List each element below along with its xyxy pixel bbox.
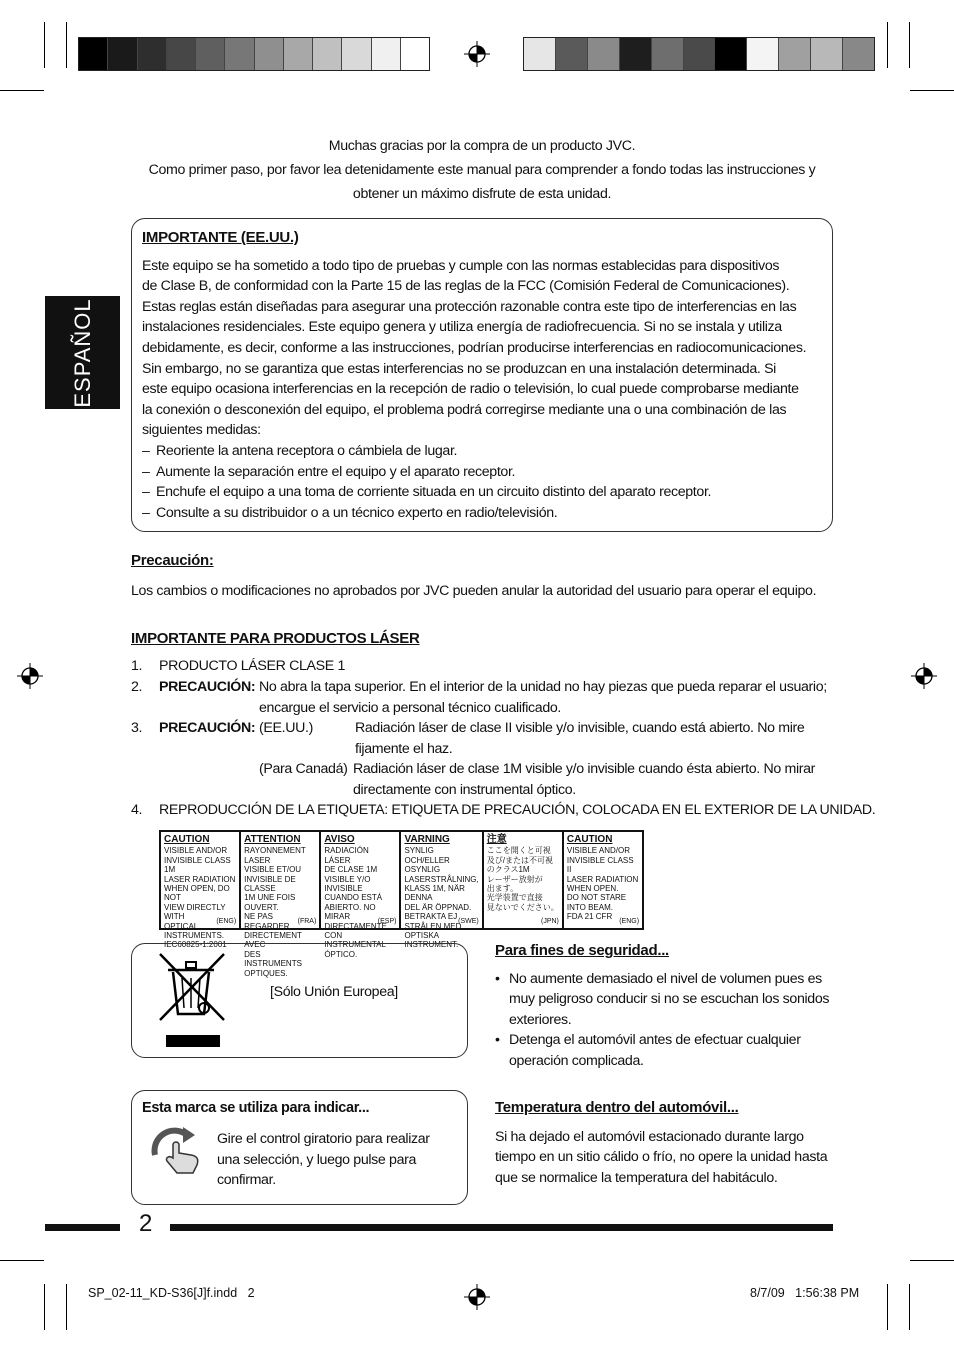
fcc-line: siguientes medidas: <box>142 422 261 439</box>
color-swatch <box>620 38 652 70</box>
color-calibration-bar-left <box>78 37 430 71</box>
laser-item-2-label: PRECAUCIÓN: <box>159 679 256 695</box>
caution-label <box>241 832 321 978</box>
label-body: VISIBLE AND/OR INVISIBLE CLASS 1M LASER RADIATION WHEN OPEN, DO NOT VIEW DIRECTLY WITH OPTICAL INSTRUMENTS. IEC60825-1:2001 <box>164 846 236 950</box>
laser-item-2-text <box>259 677 849 718</box>
color-swatch <box>843 38 874 70</box>
intro-line: Muchas gracias por la compra de un producto JVC. <box>328 138 636 154</box>
color-swatch <box>401 38 429 70</box>
crop-mark <box>66 22 67 68</box>
text-line: encargue el servicio a personal técnico cualificado. <box>259 699 561 716</box>
label-title: 注意 <box>486 834 507 845</box>
fcc-line: de Clase B, de conformidad con la Parte 15 de las reglas de la FCC (Comisión Federal de Comunicaciones). <box>142 278 790 295</box>
color-swatch <box>811 38 843 70</box>
fcc-line: este equipo ocasiona interferencias en la recepción de radio o televisión, lo cual puede comprobarse mediante <box>142 381 799 398</box>
fcc-heading: IMPORTANTE (EE.UU.) <box>142 229 299 246</box>
label-title: CAUTION <box>164 834 210 845</box>
fcc-measure: – Reoriente la antena receptora o cámbiela de lugar. <box>142 441 827 462</box>
item-number: 1. <box>131 658 143 674</box>
laser-item-1 <box>131 656 841 677</box>
footer-filename: SP_02-11_KD-S36[J]f.indd 2 <box>88 1286 255 1300</box>
color-swatch <box>684 38 716 70</box>
color-swatch <box>196 38 225 70</box>
marca-text <box>217 1129 457 1191</box>
text-line: exteriores. <box>509 1011 572 1028</box>
color-swatch <box>715 38 747 70</box>
color-swatch <box>138 38 167 70</box>
fcc-measure: – Enchufe el equipo a una toma de corriente situada en un circuito distinto del aparato receptor. <box>142 482 827 503</box>
label-body: ここを開くと可視 及び/または不可視 のクラス1M レーザー放射が 出ます。 光学装置で直接 見ないでください。 <box>486 846 559 912</box>
text-line: que se normalice la temperatura del habitáculo. <box>495 1169 778 1186</box>
seguridad-heading: Para fines de seguridad... <box>495 942 669 959</box>
text-line: confirmar. <box>217 1172 276 1189</box>
color-swatch <box>79 38 108 70</box>
registration-mark-icon <box>464 1284 490 1310</box>
fcc-measure: – Aumente la separación entre el equipo y el aparato receptor. <box>142 462 827 483</box>
color-swatch <box>284 38 313 70</box>
color-swatch <box>108 38 137 70</box>
temperatura-section <box>495 1098 845 1188</box>
crop-mark <box>910 90 954 91</box>
color-swatch <box>556 38 588 70</box>
label-title: AVISO <box>324 834 355 845</box>
color-swatch <box>524 38 556 70</box>
crop-mark <box>66 1284 67 1330</box>
color-swatch <box>255 38 284 70</box>
label-title: ATTENTION <box>244 834 301 845</box>
item-number: 3. <box>131 720 143 736</box>
label-code: (ENG) <box>619 917 640 925</box>
registration-mark-icon <box>911 663 937 689</box>
color-swatch <box>372 38 401 70</box>
label-title: CAUTION <box>566 834 613 845</box>
color-swatch <box>225 38 254 70</box>
crop-mark <box>909 1284 910 1330</box>
page-rule-right <box>170 1224 833 1231</box>
fcc-measure: – Consulte a su distribuidor o a un técnico experto en radio/televisión. <box>142 503 827 524</box>
crop-mark <box>0 90 44 91</box>
laser-item-3-us-text <box>355 718 835 759</box>
page-rule-left <box>45 1224 120 1231</box>
label-body: RAYONNEMENT LASER VISIBLE ET/OU INVISIBLE DE CLASSE 1M UNE FOIS OUVERT. NE PAS REGARDER DIRECTEMENT AVEC DES INSTRUMENTS OPTIQUES. <box>244 846 306 978</box>
crop-mark <box>44 22 45 68</box>
footer-date: 8/7/09 1:56:38 PM <box>750 1286 860 1300</box>
color-swatch <box>652 38 684 70</box>
laser-item-3-us-tag: (EE.UU.) <box>259 720 313 736</box>
label-title: VARNING <box>404 834 450 845</box>
label-body: SYNLIG OCH/ELLER OSYNLIG LASERSTRÅLNING, KLASS 1M, NÄR DENNA DEL ÄR ÖPPNAD. BETRAKTA EJ STRÅLEN MED OPTISKA INSTRUMENT. <box>404 846 479 950</box>
color-swatch <box>588 38 620 70</box>
text-line: muy peligroso conducir si no se escuchan los sonidos <box>509 991 830 1008</box>
text-line: operación complicada. <box>509 1052 644 1069</box>
label-code: (FRA) <box>297 917 317 925</box>
laser-item-4-text: REPRODUCCIÓN DE LA ETIQUETA: ETIQUETA DE PRECAUCIÓN, COLOCADA EN EL EXTERIOR DE LA UNIDAD. <box>159 802 876 818</box>
item-number: 4. <box>131 802 143 818</box>
color-swatch <box>313 38 342 70</box>
precaucion-heading: Precaución: <box>131 552 214 569</box>
color-swatch <box>779 38 811 70</box>
crop-mark <box>44 1284 45 1330</box>
label-code: (ENG) <box>216 917 237 925</box>
caution-label <box>484 832 564 928</box>
marca-heading: Esta marca se utiliza para indicar... <box>142 1100 370 1116</box>
crop-mark <box>887 22 888 68</box>
seguridad-section <box>495 941 845 1072</box>
label-code: (SWE) <box>458 917 479 925</box>
text-line: • No aumente demasiado el nivel de volumen pues es <box>509 970 822 987</box>
language-tab <box>45 296 120 409</box>
item-number: 2. <box>131 679 143 695</box>
seguridad-bullet <box>495 1030 845 1071</box>
intro-text <box>100 134 864 206</box>
label-code: (JPN) <box>540 917 559 925</box>
caution-label <box>564 832 642 928</box>
intro-line: obtener un máximo disfrute de esta unidad. <box>352 186 612 202</box>
precaucion-text: Los cambios o modificaciones no aprobados por JVC pueden anular la autoridad del usuario para operar el equipo. <box>131 582 817 599</box>
laser-section <box>131 629 841 656</box>
color-swatch <box>167 38 196 70</box>
laser-item-3-ca-tag: (Para Canadá) <box>259 761 348 777</box>
laser-item-1-text: PRODUCTO LÁSER CLASE 1 <box>159 658 345 674</box>
crop-mark <box>0 1260 44 1261</box>
page-number: 2 <box>139 1210 153 1237</box>
caution-label <box>321 832 401 959</box>
label-body: RADIACIÓN LÁSER DE CLASE 1M VISIBLE Y/O INVISIBLE CUANDO ESTÁ ABIERTO. NO MIRAR DIRECTAMENTE CON INSTRUMENTAL ÓPTICO. <box>324 846 387 959</box>
weee-text: [Sólo Unión Europea] <box>270 984 398 1000</box>
text-line: una selección, y luego pulse para <box>217 1151 417 1168</box>
caution-label <box>401 832 483 950</box>
text-line: Radiación láser de clase II visible y/o invisible, cuando está abierto. No mire <box>355 720 805 736</box>
registration-mark-icon <box>17 663 43 689</box>
seguridad-bullet <box>495 969 845 1031</box>
fcc-line: instalaciones residenciales. Este equipo genera y utiliza energía de radiofrecuencia. Si no se instala y utiliza <box>142 319 782 336</box>
intro-line: Como primer paso, por favor lea detenidamente este manual para comprender a fondo todas las instrucciones y <box>148 162 816 178</box>
text-line: directamente con instrumental óptico. <box>353 781 576 798</box>
laser-item-3 <box>131 718 841 798</box>
temperatura-heading: Temperatura dentro del automóvil... <box>495 1099 739 1116</box>
registration-mark-icon <box>464 41 490 67</box>
label-body: VISIBLE AND/OR INVISIBLE CLASS II LASER RADIATION WHEN OPEN. DO NOT STARE INTO BEAM. FDA 21 CFR <box>566 846 639 922</box>
text-line: Si ha dejado el automóvil estacionado durante largo <box>495 1128 804 1145</box>
crop-mark <box>909 22 910 68</box>
fcc-notice <box>142 228 827 523</box>
fcc-line: la conexión o desconexión del equipo, el problema podrá corregirse mediante una o una combinación de las <box>142 401 787 418</box>
language-tab-label: ESPAÑOL <box>69 297 95 408</box>
fcc-line: Estas reglas están diseñadas para asegurar una protección razonable contra este tipo de interferencias en las <box>142 298 797 315</box>
laser-item-3-label: PRECAUCIÓN: <box>159 720 256 736</box>
text-line: Gire el control giratorio para realizar <box>217 1131 430 1147</box>
fcc-line: debidamente, es decir, conforme a las instrucciones, podrían producirse interferencias en radiocomunicaciones. <box>142 339 807 356</box>
precaucion-section <box>131 551 841 601</box>
crop-mark <box>910 1260 954 1261</box>
text-line: tiempo en un sitio cálido o frío, no opere la unidad hasta <box>495 1149 828 1166</box>
text-line: Radiación láser de clase 1M visible y/o invisible cuando ésta abierto. No mirar <box>353 761 816 777</box>
fcc-line: Este equipo se ha sometido a todo tipo de pruebas y cumple con las normas establecidas para dispositivos <box>142 257 780 274</box>
crossed-bin-icon <box>158 950 230 1050</box>
text-line: fijamente el haz. <box>355 740 453 757</box>
color-swatch <box>747 38 779 70</box>
fcc-line: Sin embargo, no se garantiza que estas interferencias no se produzcan en una instalación determinada. Si <box>142 360 776 377</box>
color-swatch <box>342 38 371 70</box>
text-line: No abra la tapa superior. En el interior de la unidad no hay piezas que pueda reparar el usuario; <box>259 679 827 695</box>
color-calibration-bar-right <box>523 37 875 71</box>
laser-item-3-ca-text <box>353 759 833 800</box>
laser-heading: IMPORTANTE PARA PRODUCTOS LÁSER <box>131 630 420 647</box>
text-line: • Detenga el automóvil antes de efectuar cualquier <box>509 1032 801 1049</box>
label-code: (ESP) <box>377 917 397 925</box>
caution-label <box>161 832 241 950</box>
laser-item-2 <box>131 677 841 716</box>
laser-item-4 <box>131 800 876 821</box>
crop-mark <box>887 1284 888 1330</box>
rotate-press-knob-icon <box>147 1125 207 1175</box>
